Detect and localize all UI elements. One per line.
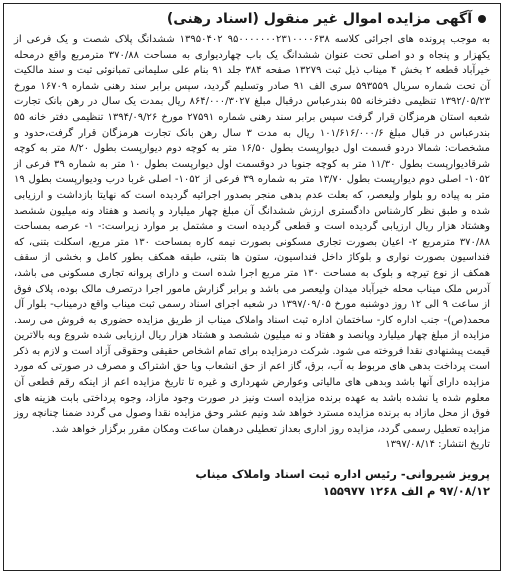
notice-title: آگهی مزایده اموال غیر منقول (اسناد رهنی) bbox=[166, 11, 472, 27]
notice-body-paragraph: به موجب پرونده های اجرائی کلاسه ۹۵۰۰۰۰۰۰۰۲۳۱۰۰۰۰۶۳۸ ۱۳۹۵۰۴۰۲ ششدانگ پلاک شصت و یک فرعی از یکهزار و پنجاه و دو اصلی تحت عنوان ششدانگ یک باب چهاردیواری به مساحت ۳۷۰/۸۸ مترمربع واقع درمحله خیرآباد قطعه ۲ بخش ۴ میناب ذیل ثبت ۱۳۲۷۹ صفحه ۳۸۴ جلد ۹۱ بنام علی سلیمانی تمبانوئی ثبت و سند مالکیت آن تحت شماره سریال ۵۹۳۵۵۹ سری الف ۹۱ صادر وتسلیم گردید، سپس برابر سند رهنی شماره ۱۶۷۰۹ مورخ ۱۳۹۲/۰۵/۲۳ تنظیمی دفترخانه ۵۵ بندرعباس درقبال مبلغ ۸۶۴/۰۰۰/۳۰۲۷ ریال بمدت یک سال در رهن بانک تجارت شعبه استان هرمزگان قرار گرفت سپس برابر سند رهنی شماره ۲۷۵۹۱ مورخ ۱۳۹۴/۰۹/۲۶ تنظیمی دفتر خانه ۵۵ بندرعباس در قبال مبلغ ۱۰۱/۶۱۶/۰۰۰/۶ ریال به مدت ۳ سال رهن بانک تجارت هرمزگان قرار گرفت،حدود و مشخصات: شمالا دردو قسمت اول دیوارپست بطول ۱۶/۵۰ متر به کوچه دوم دیوارپست بطول ۸/۲۰ متر به کوچه شرقادیوارپست بطول ۱۱/۳۰ متر به کوچه جنوبا در دوقسمت اول دیوارپست بطول ۱۰ متر به شماره ۳۹ فرعی از ۱۰۵۲- اصلی دوم دیوارپست بطول ۱۳/۷۰ متر به شماره ۳۹ فرعی از ۱۰۵۲- اصلی غربا درب ودیوارپست بطول ۱۹ متر به پیاده رو بلوار ولیعصر، که بعلت عدم بدهی منجر بصدور اجرائیه گردیده است که نهایتا بازداشت و ارزیابی شده و طبق نظر کارشناس دادگستری ارزش ششدانگ آن مبلغ چهار میلیارد و پانصد و هفتاد ونه میلیون ششصد وهشتاد هزار ریال ارزیابی گردیده است و قطعی گردیده است و مشتمل بر موارد زیراست:- ۱- عرصه بمساحت ۳۷۰/۸۸ مترمربع ۲- اعیان بصورت تجاری مسکونی بصورت نیمه کاره بمساحت ۱۳۰ متر مربع، اسکلت بتنی، که فنداسیون بصورت نواری و بلوکاژ داخل فنداسیون، ستون ها بتنی، طبقه همکف بطور کامل و بخشی از سقف همکف از نوع تیرچه و بلوک به مساحت ۱۳۰ متر مربع اجرا شده است و دارای پروانه تجاری مسکونی می باشد، آدرس ملک میناب محله خیرآباد میدان ولیعصر می باشد و برابر گزارش مامور اجرا درتصرف مالک بوده، پلاک فوق از ساعت ۹ الی ۱۲ روز دوشنبه مورخ ۱۳۹۷/۰۹/۰۵ در شعبه اجرای اسناد رسمی ثبت میناب واقع درمیناب- بلوار آل محمد(ص)- جنب اداره کار- ساختمان اداره ثبت اسناد واملاک میناب از طریق مزایده حضوری به فروش می رسد. مزایده از مبلغ چهار میلیارد وپانصد و هفتاد و نه میلیون ششصد و هشتاد هزار ریال ارزیابی شده شروع وبه بالاترین قیمت پیشنهادی نقدا فروخته می شود. شرکت درمزایده برای تمام اشخاص حقیقی وحقوقی آزاد است و لازم به ذکر است پرداخت بدهی های مربوط به آب، برق، گاز اعم از حق انشعاب ویا حق اشتراک و مصرف در صورتی که مورد مزایده دارای آنها باشد وبدهی های مالیاتی وعوارض شهرداری و غیره تا تاریخ مزایده اعم از اینکه رقم قطعی آن معلوم شده یا نشده باشد به عهده برنده مزایده است ونیز در صورت وجود مازاد، وجوه پرداختی بابت هزینه های فوق از محل مازاد به برنده مزایده مسترد خواهد شد ونیم عشر وحق مزایده نقدا وصول می گردد ضمنا چنانچه روز مزایده تعطیل رسمی گردد، مزایده روز اداری بعداز تعطیلی درهمان ساعت ومکان مقرر برگزار خواهد شد. bbox=[14, 34, 491, 435]
publication-date: تاریخ انتشار: ۱۳۹۷/۰۸/۱۴ bbox=[385, 439, 490, 451]
notice-title-row bbox=[4, 4, 500, 30]
serial-number: ۹۷/۰۸/۱۲ م الف ۱۲۶۸ ۱۵۵۹۷۷ bbox=[322, 484, 490, 499]
notice-body bbox=[4, 30, 500, 437]
auction-notice bbox=[3, 3, 501, 571]
signature: پرویز شیروانی- رئیس اداره ثبت اسناد واملاک میناب bbox=[195, 467, 490, 482]
bullet-icon bbox=[478, 15, 486, 23]
